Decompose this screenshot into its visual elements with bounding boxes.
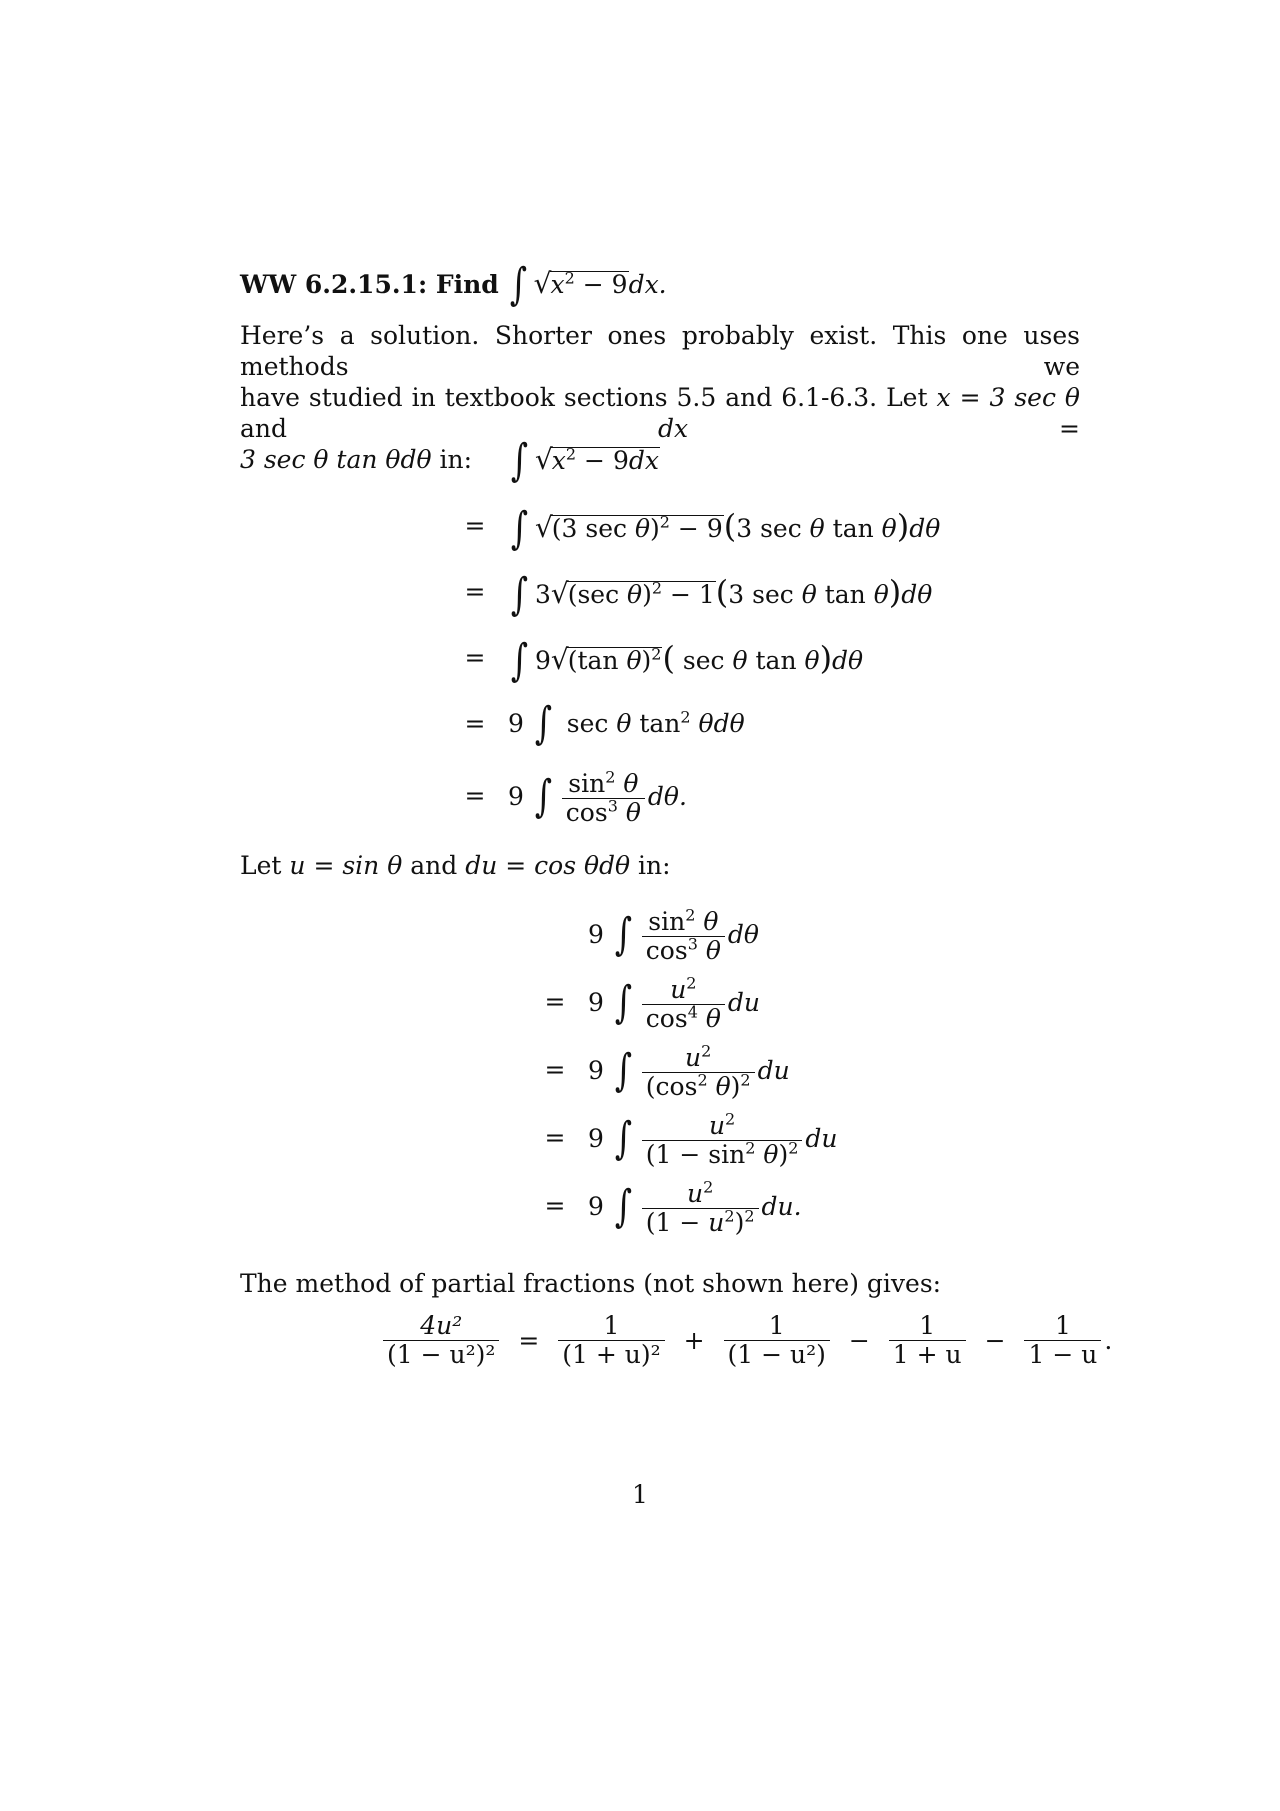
pf-term-4: $\frac{1}{1 - u}$ <box>1024 1312 1101 1369</box>
title-dx: dx. <box>628 270 667 299</box>
intro-line-3: 3 sec θ tan θdθ in: <box>240 445 473 474</box>
block1-step-4: = 9 ∫ sec θ $\tan^2 \theta d\theta$ <box>464 698 745 749</box>
block1-step-1: = ∫ √(3 sec θ)$^2$ − 9(3 sec θ tan θ)dθ <box>464 503 941 554</box>
block2-step-3: = 9 ∫ $\frac{u^2}{(1 - \sin^2 \theta)^2}$ du <box>544 1109 838 1169</box>
pf-term-2: $\frac{1}{\text{(1 − u²)}}$ <box>724 1312 830 1369</box>
substitution-line: Let u = sin θ and du = cos θdθ in: <box>240 851 671 880</box>
intro-line-1: Here’s a solution. Shorter ones probably exist. This one uses methods we <box>240 321 1080 381</box>
problem-title: WW 6.2.15.1: Find ∫ $√x^2 - 9dx$. <box>240 259 667 310</box>
partial-fractions-equation: $\frac{\text{4u²}}{\text{(1 − u²)²}}$ = $\frac{1}{\text{(1 + u)²}}$ + $\frac{1}{\text{(1 − u²)}}$ − $\frac{1}{1 + u}$ − $\frac{1}{1 - u}$ . <box>380 1312 1112 1369</box>
block2-step-2: = 9 ∫ $\frac{u^2}{(\cos^2 \theta)^2}$ du <box>544 1041 790 1101</box>
pf-lhs: $\frac{\text{4u²}}{\text{(1 − u²)²}}$ <box>383 1312 499 1369</box>
block1-step-0: ∫ $√x^2 - 9dx$ <box>510 435 659 486</box>
block2-step-4: = 9 ∫ $\frac{u^2}{(1 - u^2)^2}$ du. <box>544 1177 802 1237</box>
pf-term-3: $\frac{1}{1 + u}$ <box>889 1312 966 1369</box>
intro-paragraph <box>240 320 1080 475</box>
pf-term-1: $\frac{1}{\text{(1 + u)²}}$ <box>558 1312 664 1369</box>
problem-label: WW 6.2.15.1: Find <box>240 270 499 299</box>
block2-step-1: = 9 ∫ $\frac{u^2}{\cos^4 \theta}$ du <box>544 973 760 1033</box>
block2-step-0: 9 ∫ $\frac{\sin^2 \theta}{\cos^3 \theta}$ dθ <box>588 905 759 965</box>
intro-line-2: have studied in textbook sections 5.5 and 6.1-6.3. Let x = 3 sec θ and dx = <box>240 383 1080 443</box>
block1-step-2: = ∫ 3√(sec θ)$^2$ − 1(3 sec θ tan θ)dθ <box>464 569 933 620</box>
partial-fractions-text: The method of partial fractions (not shown here) gives: <box>240 1269 942 1298</box>
page-number: 1 <box>632 1480 648 1509</box>
block1-step-3: = ∫ 9√(tan θ)$^2$( sec θ tan θ)dθ <box>464 635 864 686</box>
block1-step-5: = 9 ∫ $\frac{\sin^2 \theta}{\cos^3 \theta}$ dθ. <box>464 767 687 827</box>
